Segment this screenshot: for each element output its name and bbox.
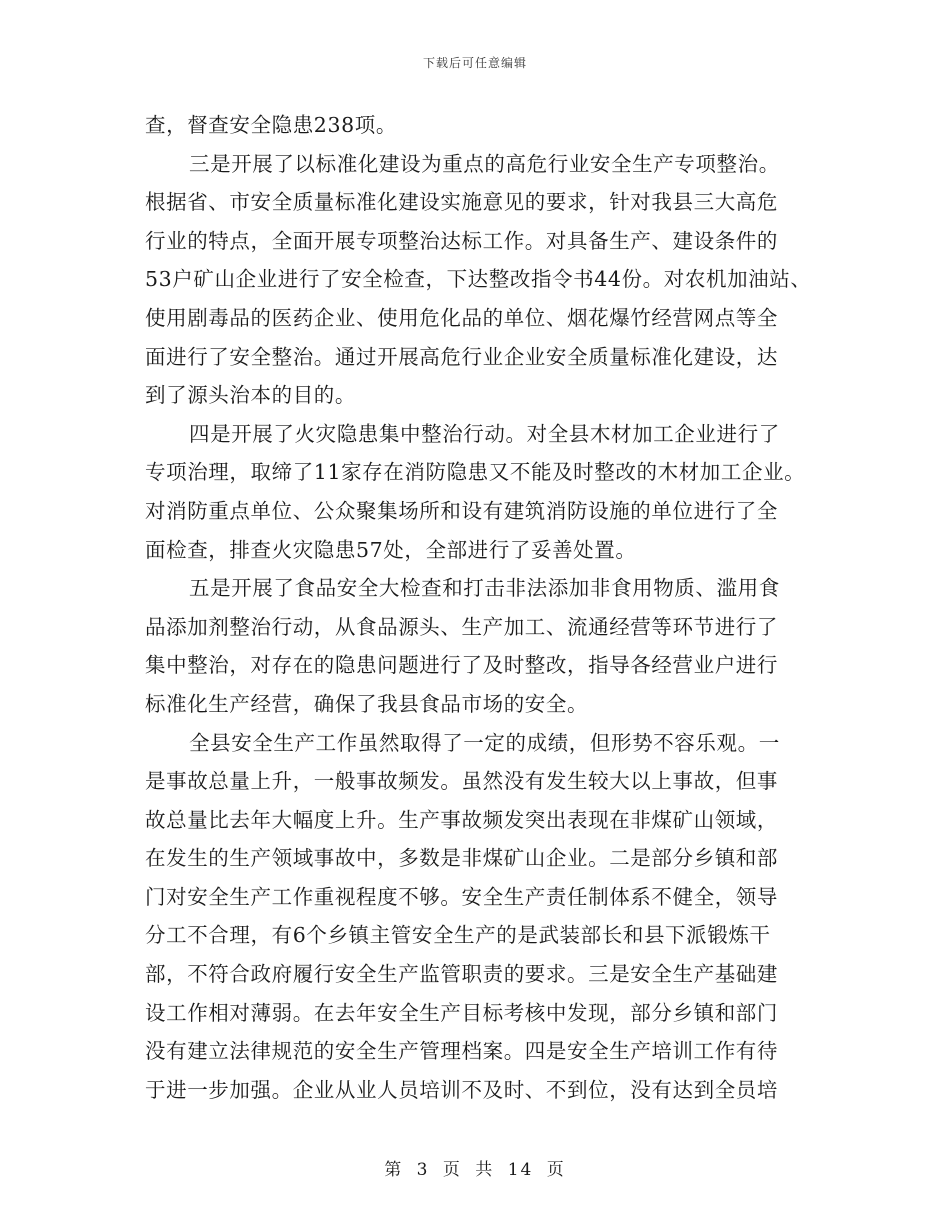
text-line: 对消防重点单位、公众聚集场所和设有建筑消防设施的单位进行了全 [145, 498, 778, 523]
text-line: 五是开展了食品安全大检查和打击非法添加非食用物质、滥用食 [189, 576, 780, 601]
text-line: 专项治理，取缔了11家存在消防隐患又不能及时整改的木材加工企业。 [145, 460, 806, 485]
text-line: 在发生的生产领域事故中，多数是非煤矿山企业。二是部分乡镇和部 [145, 846, 778, 871]
text-line: 没有建立法律规范的安全生产管理档案。四是安全生产培训工作有待 [145, 1039, 778, 1064]
text-line: 门对安全生产工作重视程度不够。安全生产责任制体系不健全，领导 [145, 884, 778, 909]
text-line: 53户矿山企业进行了安全检查，下达整改指令书44份。对农机加油站、 [145, 267, 812, 292]
text-line: 于进一步加强。企业从业人员培训不及时、不到位，没有达到全员培 [145, 1077, 778, 1102]
text-line: 品添加剂整治行动，从食品源头、生产加工、流通经营等环节进行了 [145, 614, 778, 639]
text-line: 面检查，排查火灾隐患57处，全部进行了妥善处置。 [145, 537, 637, 562]
document-body [145, 106, 825, 1109]
text-line: 部，不符合政府履行安全生产监管职责的要求。三是安全生产基础建 [145, 962, 778, 987]
text-line: 设工作相对薄弱。在去年安全生产目标考核中发现，部分乡镇和部门 [145, 1000, 778, 1025]
text-line: 集中整治，对存在的隐患问题进行了及时整改，指导各经营业户进行 [145, 653, 778, 678]
text-line: 面进行了安全整治。通过开展高危行业企业安全质量标准化建设，达 [145, 344, 778, 369]
text-line: 使用剧毒品的医药企业、使用危化品的单位、烟花爆竹经营网点等全 [145, 305, 778, 330]
text-line: 根据省、市安全质量标准化建设实施意见的要求，针对我县三大高危 [145, 190, 778, 215]
page-header-note: 下载后可任意编辑 [422, 56, 527, 70]
text-line: 四是开展了火灾隐患集中整治行动。对全县木材加工企业进行了 [189, 421, 780, 446]
text-line: 到了源头治本的目的。 [145, 383, 356, 408]
text-line: 全县安全生产工作虽然取得了一定的成绩，但形势不容乐观。一 [189, 730, 780, 755]
text-line: 查，督查安全隐患238项。 [145, 113, 397, 137]
text-line: 是事故总量上升，一般事故频发。虽然没有发生较大以上事故，但事 [145, 769, 778, 794]
text-line: 标准化生产经营，确保了我县食品市场的安全。 [145, 691, 589, 716]
text-line: 三是开展了以标准化建设为重点的高危行业安全生产专项整治。 [189, 151, 780, 176]
text-line: 行业的特点，全面开展专项整治达标工作。对具备生产、建设条件的 [145, 228, 778, 253]
text-line: 故总量比去年大幅度上升。生产事故频发突出表现在非煤矿山领域， [145, 807, 778, 832]
page-number-footer: 第 3 页 共 14 页 [384, 1160, 566, 1180]
text-line: 分工不合理，有6个乡镇主管安全生产的是武装部长和县下派锻炼干 [145, 923, 771, 948]
